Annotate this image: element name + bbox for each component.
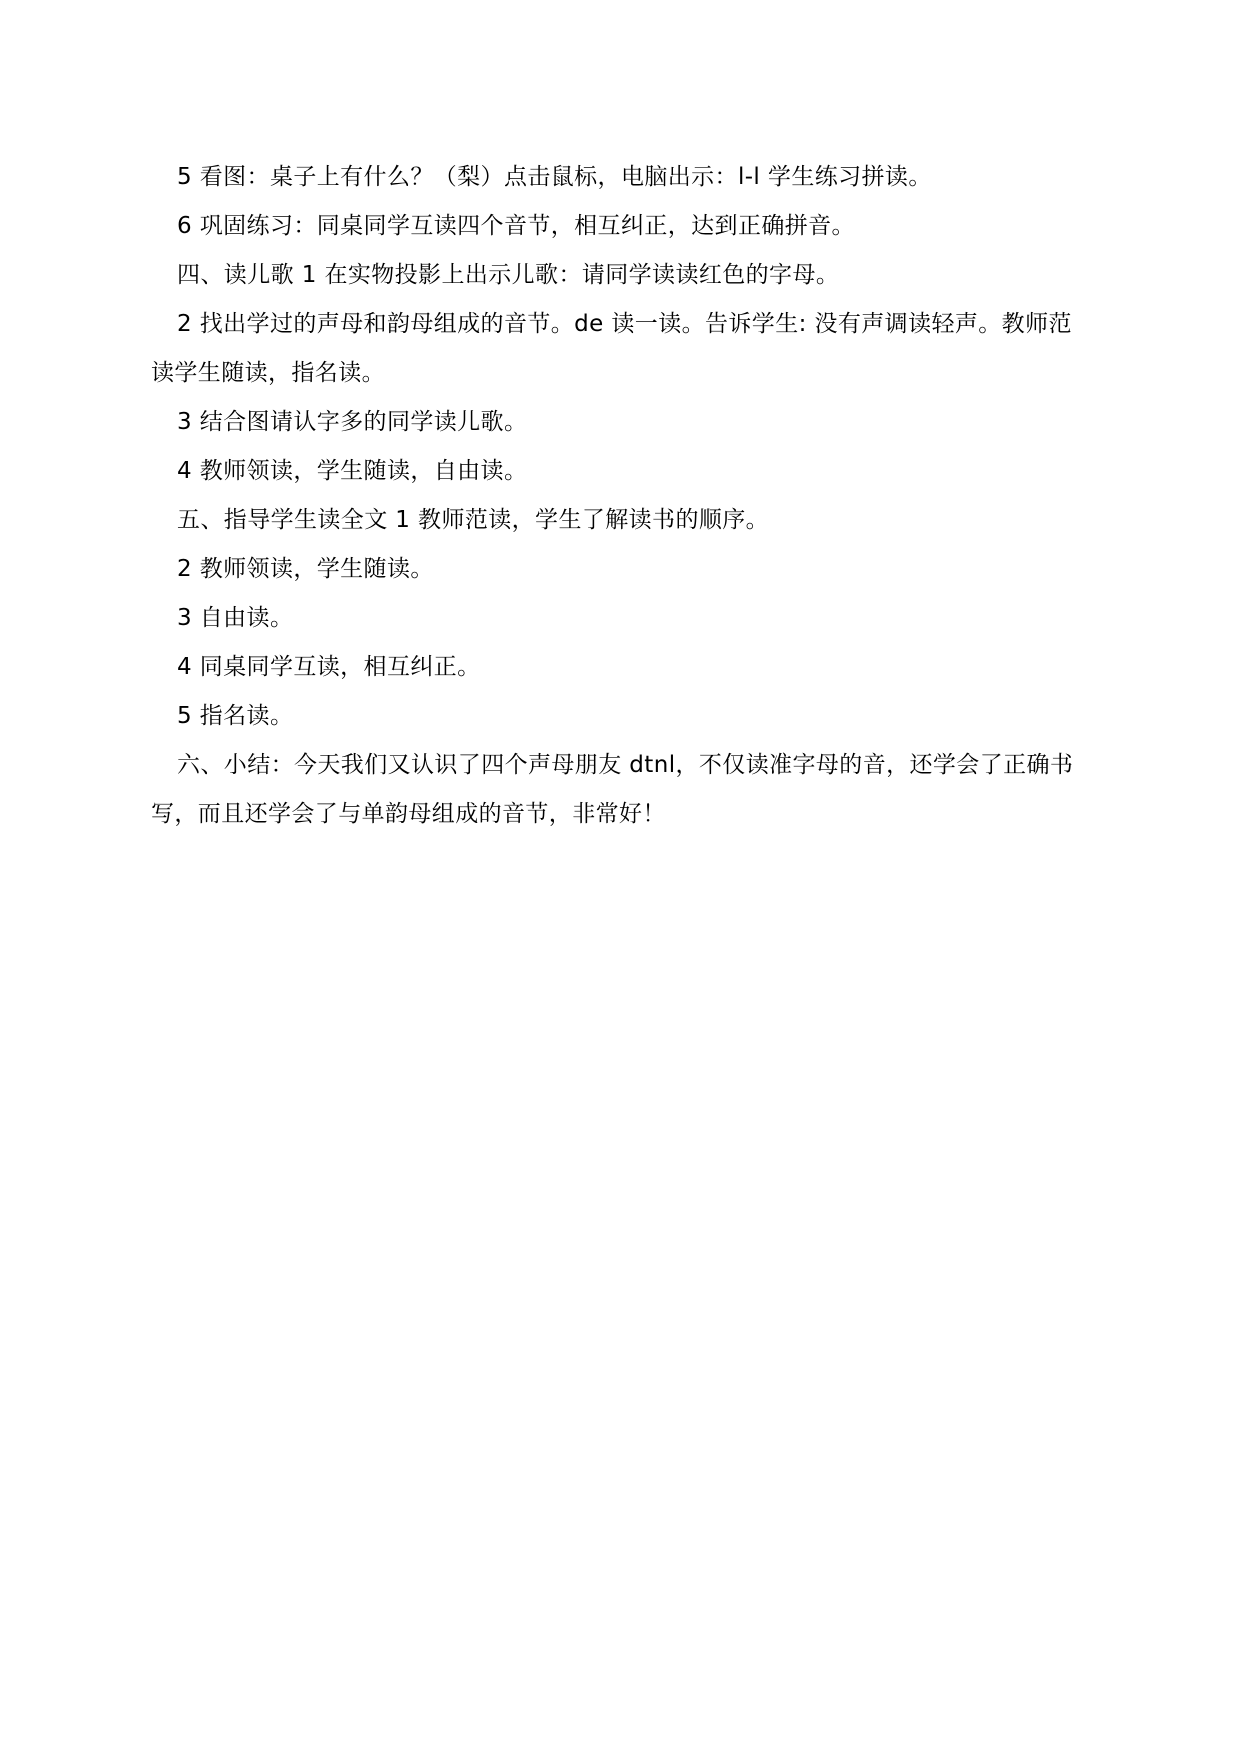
paragraph-section-6-summary: 六、小结：今天我们又认识了四个声母朋友 dtnl，不仅读准字母的音，还学会了正确书写，而且还学会了与单韵母组成的音节，非常好！: [151, 752, 1074, 827]
paragraph-step-6-practice: 6 巩固练习：同桌同学互读四个音节，相互纠正，达到正确拼音。: [177, 213, 855, 239]
paragraph-section-5-full-text: 五、指导学生读全文 1 教师范读，学生了解读书的顺序。: [177, 507, 770, 533]
paragraph-section-4-read-rhyme: 四、读儿歌 1 在实物投影上出示儿歌：请同学读读红色的字母。: [177, 262, 840, 288]
paragraph-teacher-lead-reading: 4 教师领读，学生随读，自由读。: [177, 458, 528, 484]
paragraph-peer-reading: 4 同桌同学互读，相互纠正。: [177, 654, 481, 680]
paragraph-find-syllables: 2 找出学过的声母和韵母组成的音节。de 读一读。告诉学生: 没有声调读轻声。教师范读学生随读，指名读。: [151, 311, 1072, 386]
paragraph-read-with-picture: 3 结合图请认字多的同学读儿歌。: [177, 409, 528, 435]
paragraph-step-5-look-picture: 5 看图：桌子上有什么？（梨）点击鼠标，电脑出示：l-l 学生练习拼读。: [177, 164, 932, 190]
paragraph-free-reading: 3 自由读。: [177, 605, 294, 631]
document-body: [151, 153, 1091, 839]
paragraph-named-reading: 5 指名读。: [177, 703, 294, 729]
paragraph-teacher-lead: 2 教师领读，学生随读。: [177, 556, 434, 582]
